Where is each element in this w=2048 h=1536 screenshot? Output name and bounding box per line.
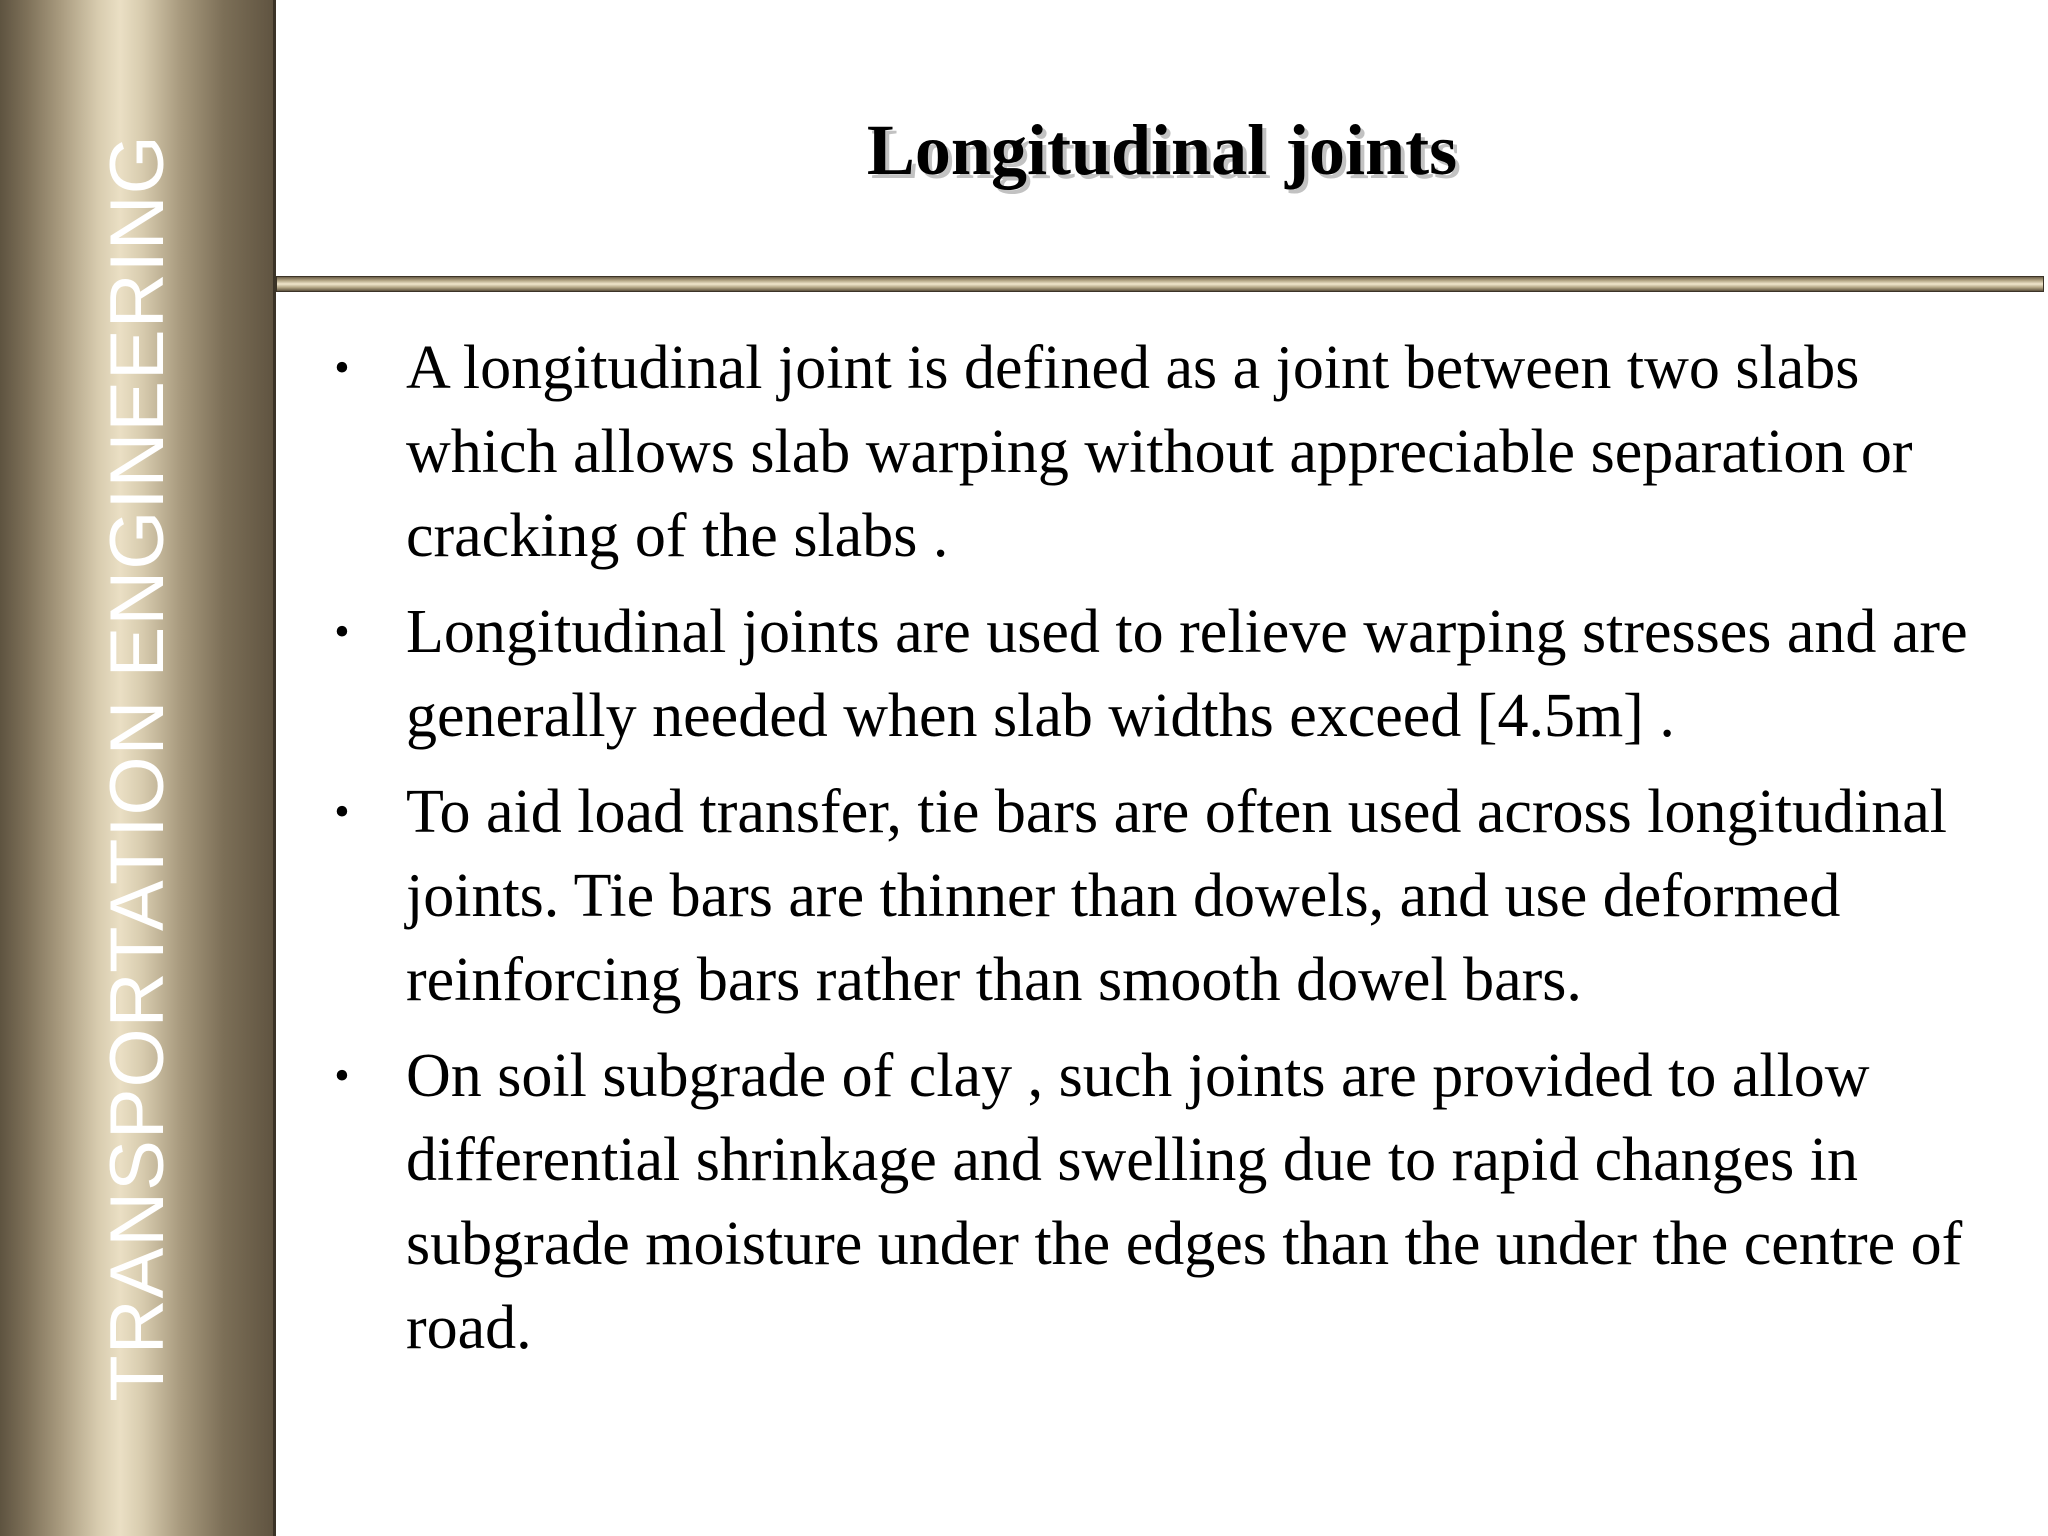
bullet-icon: • bbox=[334, 607, 350, 656]
bullet-icon: • bbox=[334, 1051, 350, 1100]
bullet-icon: • bbox=[334, 343, 350, 392]
list-item bbox=[322, 590, 2022, 758]
bullet-text: A longitudinal joint is defined as a joint between two slabs which allows slab warping without appreciable separation or cracking of the slabs . bbox=[406, 334, 1913, 570]
list-item bbox=[322, 1034, 2022, 1370]
list-item bbox=[322, 770, 2022, 1022]
sidebar-decorative-bar bbox=[0, 0, 276, 1536]
bullet-text: Longitudinal joints are used to relieve warping stresses and are generally needed when slab widths exceed [4.5m] . bbox=[406, 598, 1968, 750]
bullet-text: On soil subgrade of clay , such joints are provided to allow differential shrinkage and swelling due to rapid changes in subgrade moisture under the edges than the under the centre of road. bbox=[406, 1042, 1963, 1362]
sidebar-label: TRANSPORTATION ENGINEERING bbox=[95, 134, 180, 1402]
bullet-text: To aid load transfer, tie bars are often used across longitudinal joints. Tie bars are thinner than dowels, and use deformed reinforcing bars rather than smooth dowel bars. bbox=[406, 778, 1947, 1014]
bullet-icon: • bbox=[334, 787, 350, 836]
bullet-list bbox=[322, 326, 2022, 1382]
slide-title: Longitudinal joints bbox=[866, 110, 1458, 190]
list-item bbox=[322, 326, 2022, 578]
title-divider-rule bbox=[276, 276, 2044, 292]
